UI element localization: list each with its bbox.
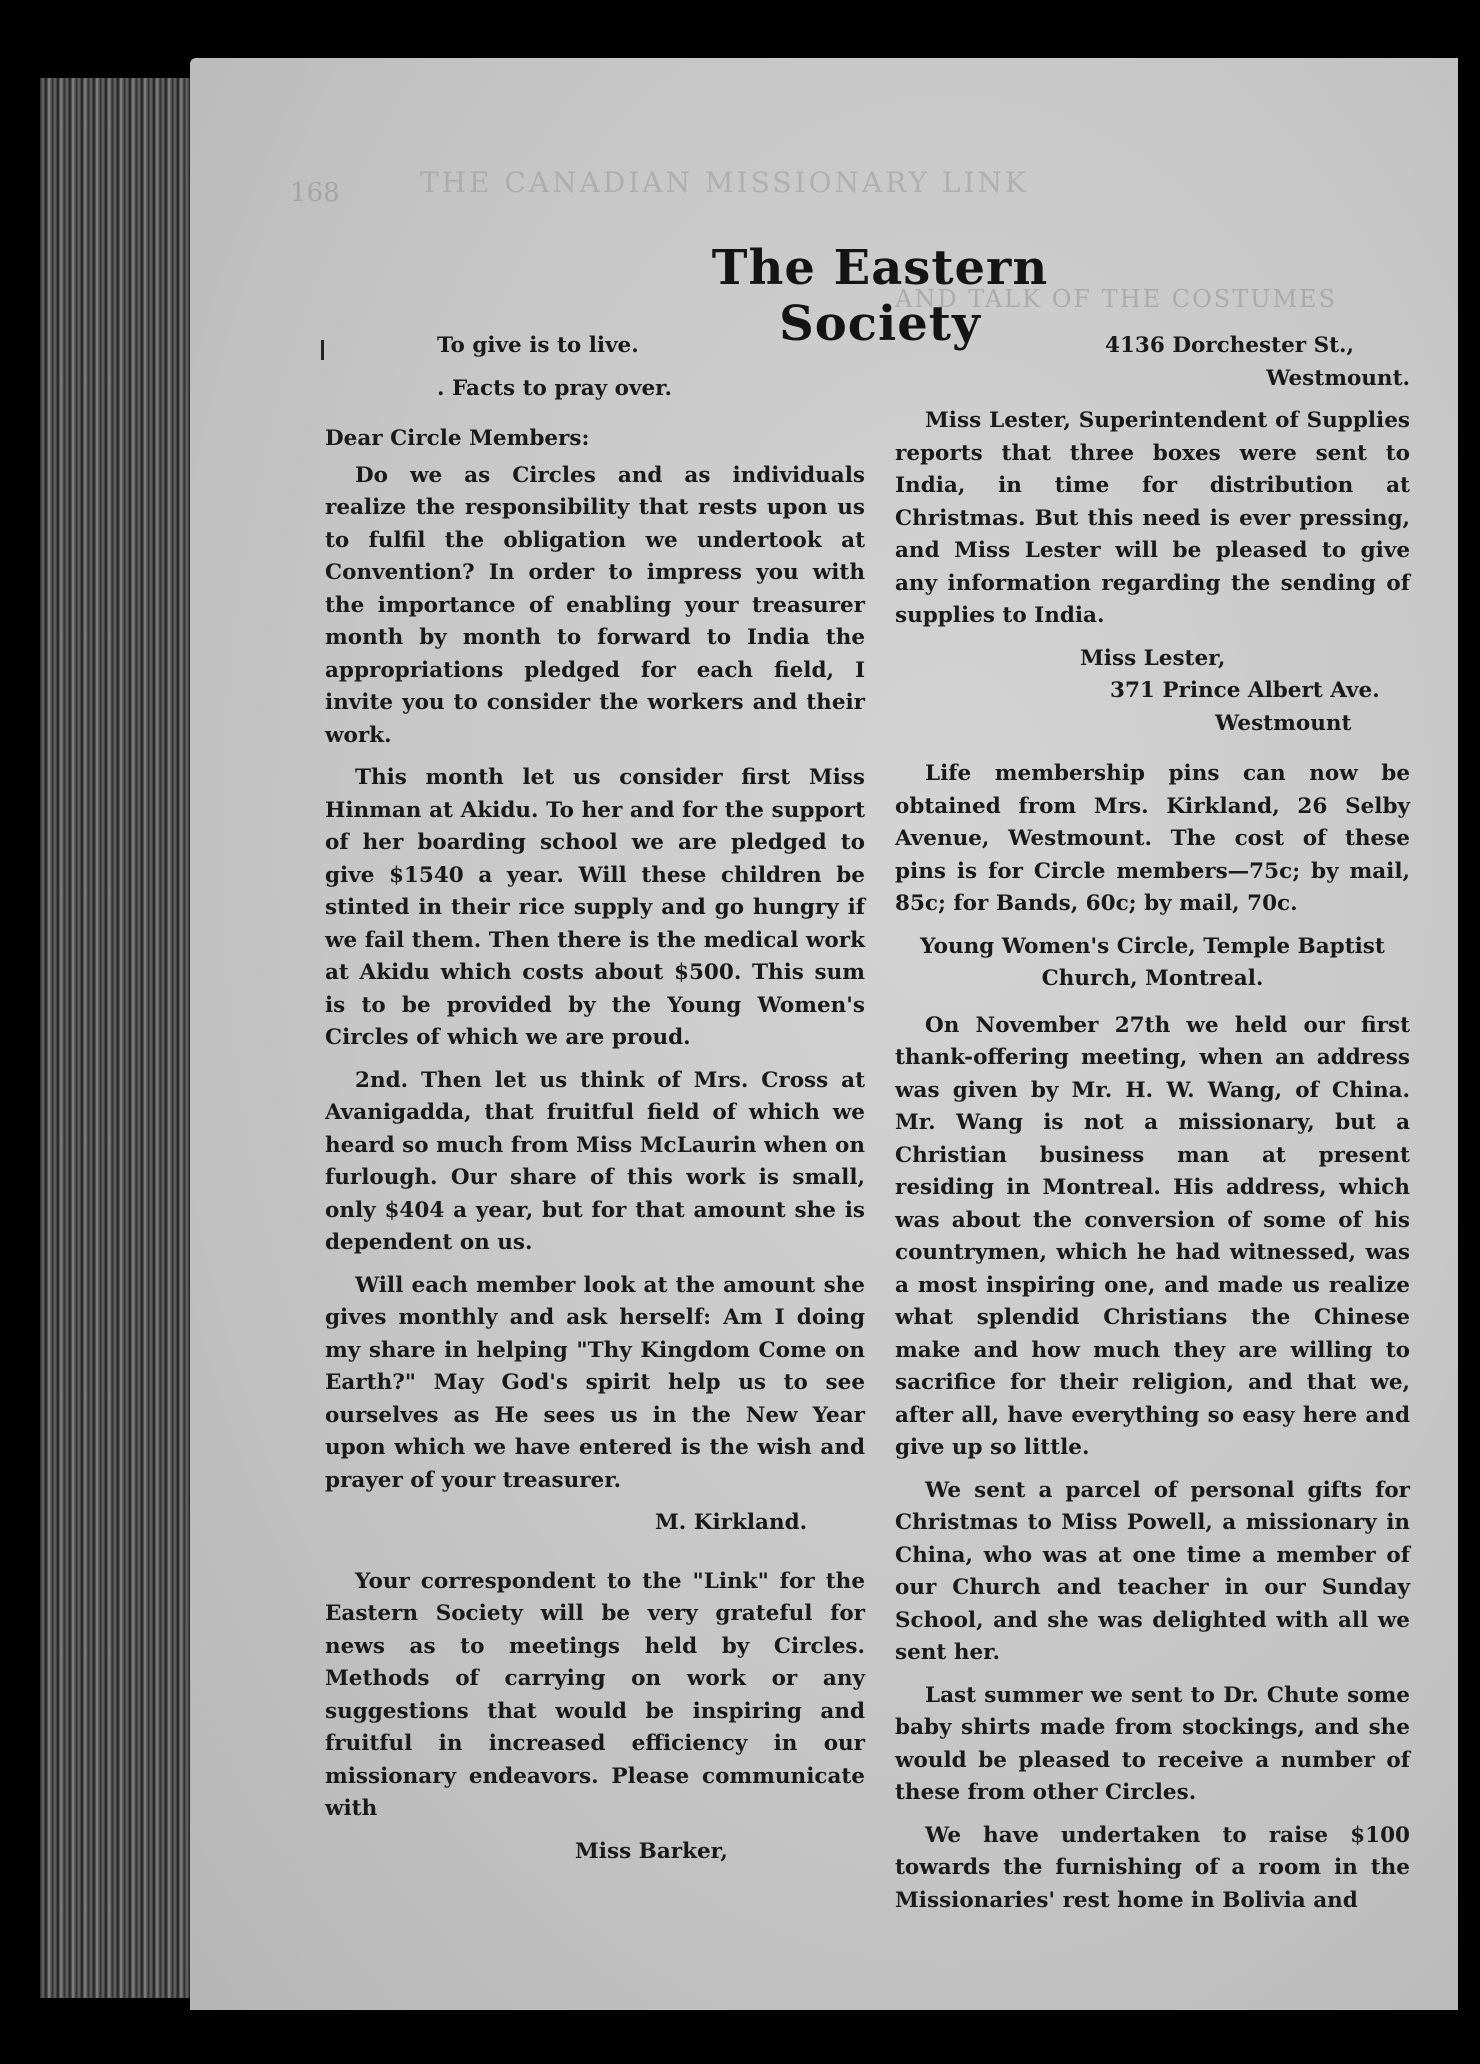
paragraph-hinman: This month let us consider first Miss Hinman at Akidu. To her and for the support of her boarding school we are pledged to give $1540 a year. Will these children be stinted in their rice supply and go hungry if we fail them. Then there is the medical work at Akidu which costs about $500. This sum is to be provided by the Young Women's Circles of which we are proud.: [325, 765, 865, 1050]
lester-address-2: Westmount: [1215, 710, 1352, 736]
paragraph-intro: Do we as Circles and as individuals realize the responsibility that rests upon us to fulfil the obligation we undertook at Convention? In order to impress you with the importance of enabling your treasurer month by month to forward to India the appropriations pledged for each field, I invite you to consider the workers and their work.: [325, 462, 865, 748]
section-heading-temple-baptist: Young Women's Circle, Temple Baptist Church, Montreal.: [920, 933, 1385, 991]
left-column: [325, 330, 865, 1868]
signature-barker: Miss Barker,: [575, 1838, 728, 1864]
address-line-1: 4136 Dorchester St.,: [1105, 333, 1354, 358]
paragraph-supplies: Miss Lester, Superintendent of Supplies reports that three boxes were sent to India, in time for distribution at Christmas. But this need is ever pressing, and Miss Lester will be pleased to give any information regarding the sending of supplies to India.: [895, 408, 1410, 628]
lester-address-1: 371 Prince Albert Ave.: [1110, 678, 1380, 703]
masthead-title: The Eastern Society: [711, 240, 1049, 352]
salutation: Dear Circle Members:: [325, 426, 590, 451]
signature-lester: Miss Lester,: [1080, 645, 1226, 671]
bleed-through-subhead: AND TALK OF THE COSTUMES: [895, 285, 1338, 313]
address-line-2: Westmount.: [1266, 365, 1410, 391]
paragraph-correspondent: Your correspondent to the "Link" for the Eastern Society will be very grateful for news as to meetings held by Circles. Methods of carrying on work or any suggestions that would be inspiring and fruitful in increased efficiency in our missionary endeavors. Please communicate with: [325, 1568, 865, 1821]
paragraph-baby-shirts: Last summer we sent to Dr. Chute some baby shirts made from stockings, and she would be pleased to receive a number of these from other Circles.: [895, 1682, 1410, 1805]
right-column: [895, 330, 1410, 1927]
bleed-through-running-head: THE CANADIAN MISSIONARY LINK: [420, 166, 1029, 199]
paragraph-pins: Life membership pins can now be obtained from Mrs. Kirkland, 26 Selby Avenue, Westmount. The cost of these pins is for Circle members—75c; by mail, 85c; for Bands, 60c; by mail, 70c.: [895, 761, 1410, 916]
paragraph-appeal: Will each member look at the amount she gives monthly and ask herself: Am I doing my share in helping "Thy Kingdom Come on Earth?" May God's spirit help us to see ourselves as He sees us in the New Year upon which we have entered is the wish and prayer of your treasurer.: [325, 1272, 865, 1493]
paragraph-christmas-gifts: We sent a parcel of personal gifts for Christmas to Miss Powell, a missionary in China, who was at one time a member of our Church and teacher in our Sunday School, and she was delighted with all we sent her.: [895, 1477, 1410, 1665]
paragraph-cross: 2nd. Then let us think of Mrs. Cross at Avanigadda, that fruitful field of which we heard so much from Miss McLaurin when on furlough. Our share of this work is small, only $404 a year, but for that amount she is dependent on us.: [325, 1067, 865, 1255]
paragraph-thank-offering: On November 27th we held our first thank-offering meeting, when an address was given by Mr. H. W. Wang, of China. Mr. Wang is not a missionary, but a Christian business man at present residing in Montreal. His address, which was about the conversion of some of his countrymen, which he had witnessed, was a most inspiring one, and made us realize what splendid Christians the Chinese make and how much they are willing to sacrifice for their religion, and that we, after all, have everything so easy here and give up so little.: [895, 1012, 1410, 1460]
margin-mark: [321, 340, 324, 360]
book-page-edges: [40, 78, 205, 1998]
tagline-give: To give is to live.: [437, 333, 639, 358]
paragraph-bolivia: We have undertaken to raise $100 towards the furnishing of a room in the Missionaries' rest home in Bolivia and: [895, 1822, 1410, 1913]
signature-kirkland: M. Kirkland.: [655, 1510, 808, 1535]
bleed-through-page-number: 168: [290, 178, 340, 208]
tagline-facts: . Facts to pray over.: [437, 375, 672, 401]
